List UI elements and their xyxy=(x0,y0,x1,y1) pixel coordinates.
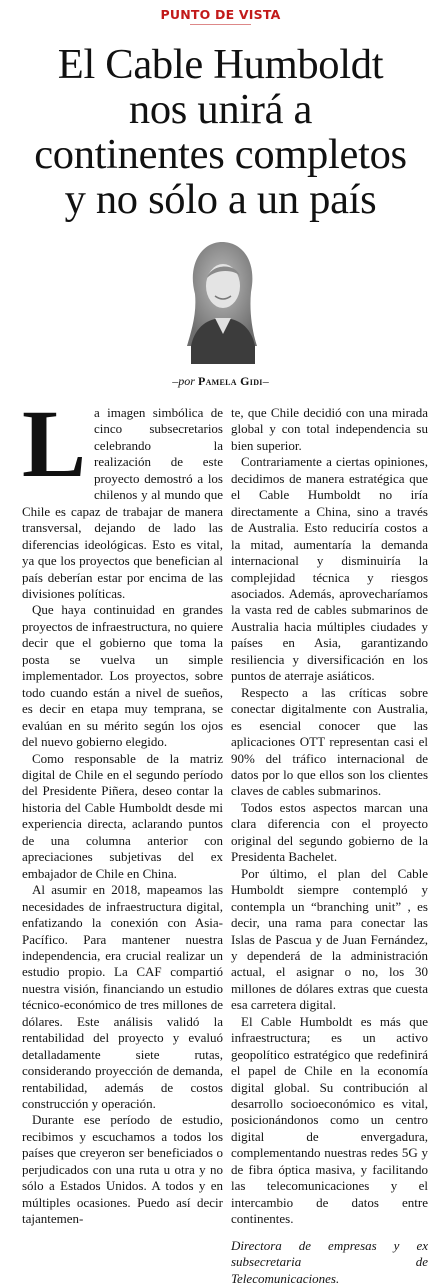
paragraph xyxy=(22,390,223,602)
paragraph: Como responsable de la matriz digital de Chile en el segundo período del Presidente Piñera, deseo contar la historia del Cable Humboldt desde mi experiencia directa, aclarando puntos de una columna anterior con apreciaciones subjetivas del ex embajador de Chile en China. xyxy=(22,750,223,881)
paragraph: Al asumir en 2018, mapeamos las necesidades de infraestructura digital, enfatizando la conexión con Asia-Pacífico. Para mantener nuestra independencia, era crucial realizar un estudio propio. La CAF compartió nuestra visión, financiando un estudio técnico-económico de tres millones de dólares. Este análisis validó la rentabilidad del proyecto y evaluó detalladamente siete rutas, considerando proyección de demanda, rentabilidad, además de costos construcción y operación. xyxy=(22,882,223,1112)
author-signature: Directora de empresas y ex subsecretaria de Telecomunicaciones. xyxy=(231,1237,428,1286)
paragraph: Que haya continuidad en grandes proyectos de infraestructura, no quiere decir que el gobierno que toma la posta se vuelva un simple implementador. Los proyectos, sobre todo cuando están a nivel de sueños, es decir en etapa muy temprana, se evalúan en su mérito según los ojos del nuevo gobierno elegido. xyxy=(22,602,223,750)
author-portrait xyxy=(177,234,267,364)
kicker-divider xyxy=(190,24,251,25)
byline-prefix: –por xyxy=(172,374,195,388)
section-kicker: PUNTO DE VISTA xyxy=(160,7,281,22)
paragraph: te, que Chile decidió con una mirada global y con total independencia su bien superior. xyxy=(231,405,428,453)
article-column-right xyxy=(231,405,428,1287)
article-column-left xyxy=(22,390,223,1228)
byline xyxy=(0,374,441,389)
drop-cap: L xyxy=(22,390,87,497)
paragraph: Durante ese período de estudio, recibimos y escuchamos a todos los países que creyeron ser beneficiados o perjudicados con una ruta u otra y no sólo a Estados Unidos. A todos y en múltiples ocasiones. Puedo así decir tajantemen- xyxy=(22,1112,223,1227)
headline-line: continentes completos xyxy=(34,131,407,178)
paragraph: Todos estos aspectos marcan una clara diferencia con el proyecto original del segundo gobierno de la Presidenta Bachelet. xyxy=(231,799,428,865)
paragraph: Por último, el plan del Cable Humboldt siempre contempló y contempla un “branching unit” , es decir, una rama para conectar las Islas de Pascua y de Juan Fernández, y dependerá de la administración actual, el asignar o no, los 30 millones de dólares extras que cuesta esa carretera digital. xyxy=(231,865,428,1013)
headline-line: nos unirá a xyxy=(128,86,313,133)
headline-line: El Cable Humboldt xyxy=(57,41,384,88)
headline-line: y no sólo a un país xyxy=(64,176,377,223)
paragraph: Contrariamente a ciertas opiniones, decidimos de manera estratégica que el Cable Humboldt no iría directamente a China, sino a través de Australia. Esto reduciría costos a la mitad, aumentaría la demanda internacional y disminuiría la complejidad técnica y riesgos asociados. Además, aprovecharíamos la vasta red de cables submarinos de Australia hacia múltiples ciudades y países en Asia, garantizando resiliencia y diversificación en los puntos de aterraje asiáticos. xyxy=(231,454,428,684)
paragraph: Respecto a las críticas sobre conectar digitalmente con Australia, es esencial conocer que las aplicaciones OTT representan casi el 90% del tráfico internacional de datos por lo que ellos son los clientes claves de cables submarinos. xyxy=(231,684,428,799)
paragraph-text: a imagen simbólica de cinco subsecretarios celebrando la realización de este proyecto demostró a los chilenos y al mundo que Chile es capaz de trabajar de manera transversal, dejando de lado las diferencias ideológicas. Esto es vital, ya que los proyectos que benefician al país deberían estar por encima de las divisiones políticas. xyxy=(22,405,223,601)
headline xyxy=(0,42,441,222)
byline-suffix: – xyxy=(262,374,269,388)
paragraph: El Cable Humboldt es más que infraestructura; es un activo geopolítico estratégico que redefinirá el papel de Chile en la economía digital global. Su contribución al desarrollo socioeconómico es vital, posicionándonos como un centro digital de envergadura, complementando nuestras redes 5G y de fibra óptica masiva, y facilitando las telecomunicaciones y el intercambio de datos entre continentes. xyxy=(231,1013,428,1227)
author-name: Pamela Gidi xyxy=(197,374,263,388)
